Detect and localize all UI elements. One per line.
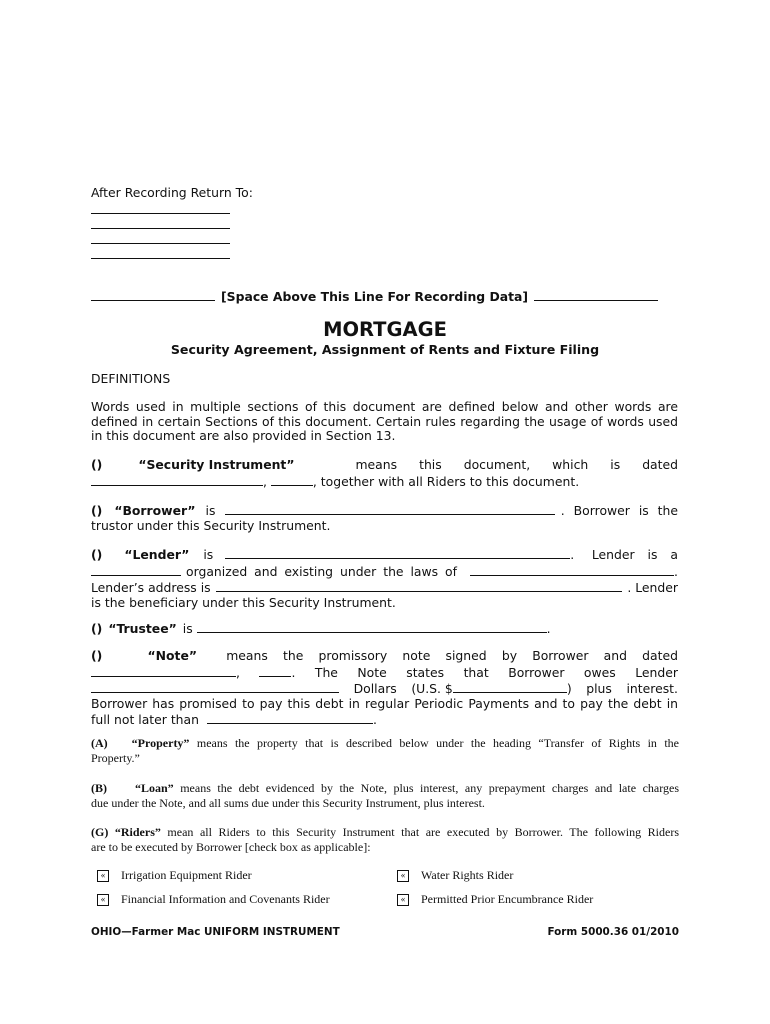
definition-note: () “Note” means the promissory note signed by Borrower and dated , . The Note states that Borrower owes Lender Dollars (U.S. $ ) plus interest. Borrower has promised to pay this debt in regular Periodic Payments and to pay the debt in full not later than . (91, 648, 678, 728)
note-date-blank[interactable] (91, 664, 236, 677)
definition-riders: (G) “Riders” mean all Riders to this Security Instrument that are executed by Borrower. The following Riders are to be executed by Borrower [check box as applicable]: (91, 825, 680, 854)
si-year-blank[interactable] (271, 473, 313, 486)
definition-property: (A) “Property” means the property that is described below under the heading “Transfer of Rights in the Property.” (91, 736, 680, 765)
rider-option-permitted-prior-encumbrance[interactable]: « Permitted Prior Encumbrance Rider (397, 892, 593, 907)
definition-security-instrument: () “Security Instrument” means this document, which is dated , , together with all Riders to this document. (91, 457, 678, 489)
definition-borrower: () “Borrower” is . Borrower is the trustor under this Security Instrument. (91, 503, 678, 533)
rider-option-water-rights[interactable]: « Water Rights Rider (397, 868, 513, 883)
rider-option-financial-information[interactable]: « Financial Information and Covenants Rider (97, 892, 330, 907)
lender-laws-blank[interactable] (470, 563, 674, 576)
borrower-name-blank[interactable] (225, 502, 555, 515)
recording-line-text: [Space Above This Line For Recording Data] (221, 289, 529, 304)
return-to-label: After Recording Return To: (91, 185, 253, 200)
definitions-heading: DEFINITIONS (91, 371, 171, 386)
recording-line-left (91, 288, 215, 301)
note-amount-blank[interactable] (453, 680, 567, 693)
footer-form-number: Form 5000.36 01/2010 (547, 926, 679, 938)
trustee-name-blank[interactable] (197, 620, 547, 633)
definition-trustee: () “Trustee” is . (91, 621, 551, 636)
checkbox-icon[interactable]: « (397, 894, 409, 906)
rider-option-irrigation[interactable]: « Irrigation Equipment Rider (97, 868, 252, 883)
return-address-line-3[interactable] (91, 243, 230, 244)
page-subtitle: Security Agreement, Assignment of Rents and Fixture Filing (170, 342, 600, 357)
lender-entity-blank[interactable] (91, 563, 181, 576)
checkbox-icon[interactable]: « (397, 870, 409, 882)
return-address-line-1[interactable] (91, 213, 230, 214)
lender-name-blank[interactable] (225, 546, 570, 559)
intro-paragraph: Words used in multiple sections of this document are defined below and other words are defined in certain Sections of this document. Certain rules regarding the usage of words used in this document are also provided in Section 13. (91, 399, 678, 444)
recording-data-separator (91, 288, 661, 304)
recording-line-right (534, 288, 658, 301)
definition-loan: (B) “Loan” means the debt evidenced by the Note, plus interest, any prepayment charges and late charges due under the Note, and all sums due under this Security Instrument, plus interest. (91, 781, 679, 810)
page-title: MORTGAGE (323, 318, 447, 341)
return-address-line-2[interactable] (91, 228, 230, 229)
note-maturity-blank[interactable] (207, 711, 373, 724)
footer-instrument-label: OHIO—Farmer Mac UNIFORM INSTRUMENT (91, 926, 340, 938)
si-date-blank[interactable] (91, 473, 263, 486)
note-year-blank[interactable] (259, 664, 291, 677)
checkbox-icon[interactable]: « (97, 894, 109, 906)
note-amount-words-blank[interactable] (91, 680, 339, 693)
definition-lender: () “Lender” is . Lender is a organized and existing under the laws of . Lender’s address is . Lender is the beneficiary under this Security Instrument. (91, 547, 678, 610)
return-address-line-4[interactable] (91, 258, 230, 259)
checkbox-icon[interactable]: « (97, 870, 109, 882)
lender-address-blank[interactable] (216, 579, 622, 592)
